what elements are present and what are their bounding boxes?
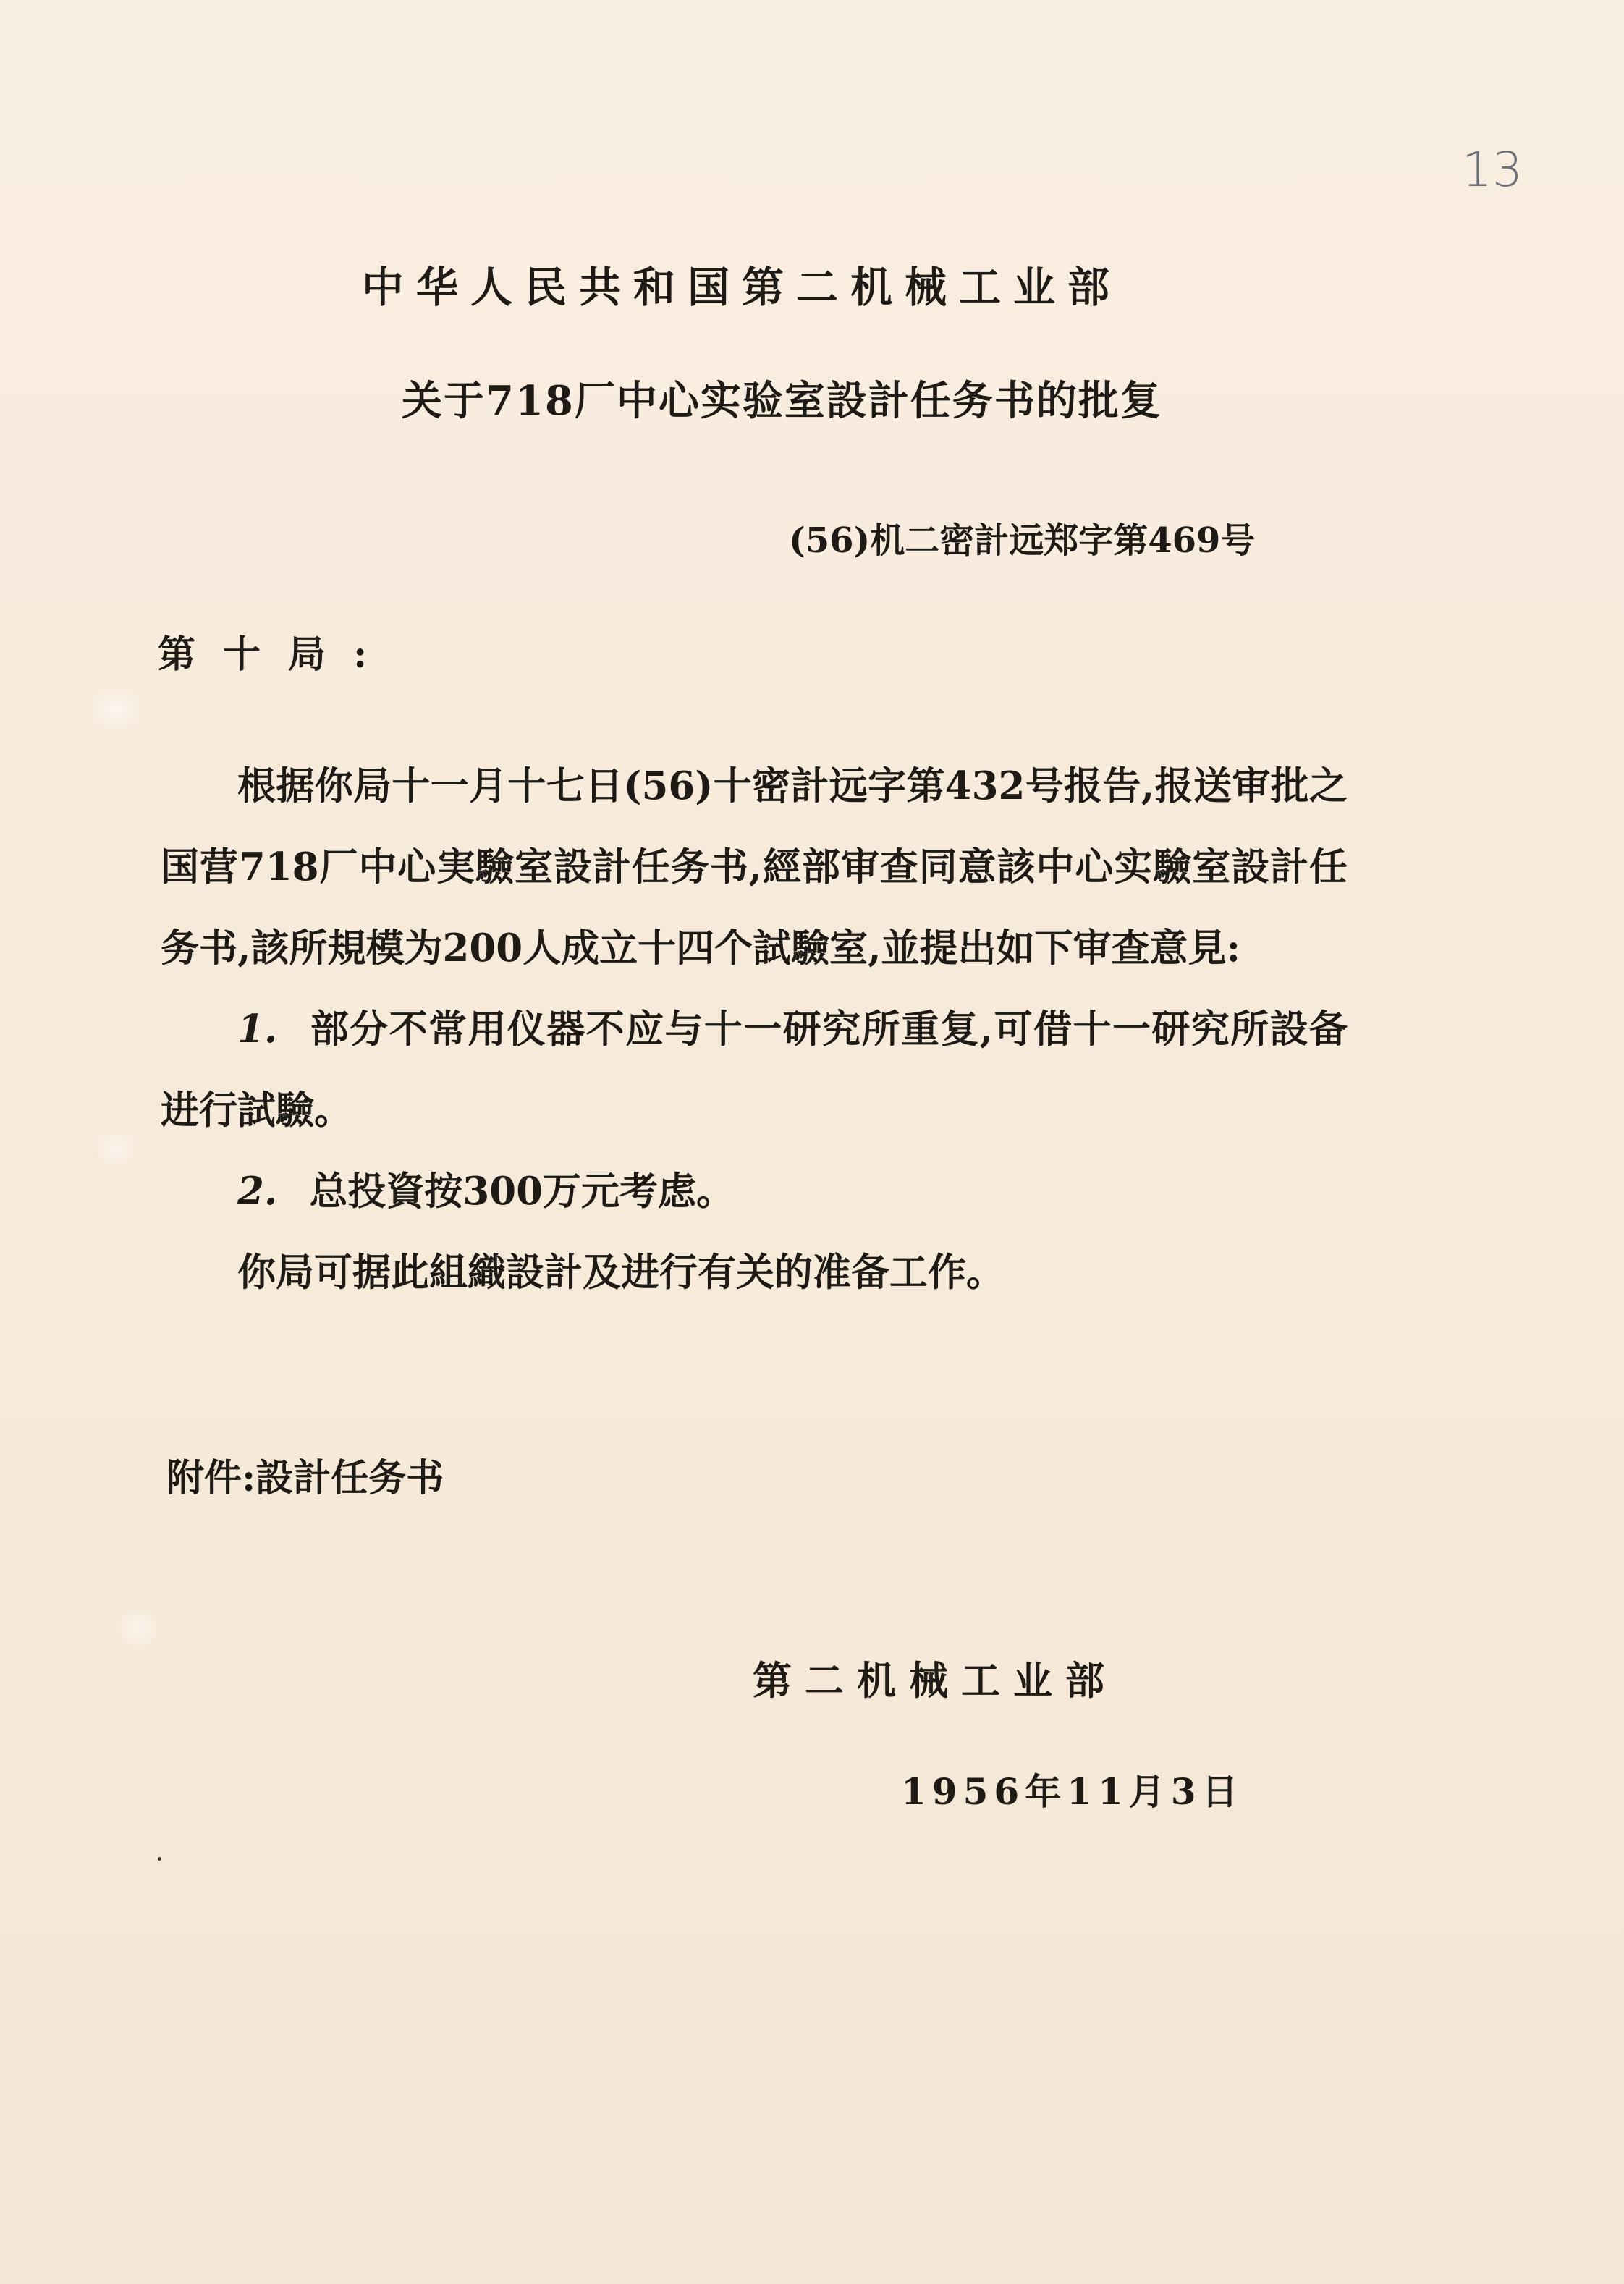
- issuer-signature: 第二机械工业部: [753, 1657, 1117, 1704]
- issue-date: 1956年11月3日: [901, 1770, 1244, 1813]
- paper-speck: [158, 1857, 161, 1861]
- list-item: [161, 989, 1348, 1151]
- paper-crease: [90, 1129, 141, 1169]
- recipient: 第十局:: [158, 633, 395, 677]
- list-item-number: 1.: [237, 1007, 278, 1052]
- body-paragraph: 你局可据此組織設計及进行有关的准备工作。: [237, 1250, 1005, 1295]
- list-item: [161, 1151, 1348, 1232]
- document-subject: 关于718厂中心实验室設計任务书的批复: [402, 377, 1162, 425]
- paper-crease: [87, 688, 145, 731]
- issuing-organization-title: 中华人民共和国第二机械工业部: [362, 263, 1122, 312]
- list-item-number: 2.: [237, 1169, 278, 1214]
- body-paragraph: 根据你局十一月十七日(56)十密計远字第432号报告,报送审批之国营718厂中心実驗室設計任务书,經部审查同意該中心实驗室設計任务书,該所規模为200人成立十四个試驗室,並提出如下审查意見:: [161, 764, 1348, 970]
- letter-body: [161, 745, 1348, 1313]
- list-item-text: 部分不常用仪器不应与十一研究所重复,可借十一研究所設备进行試驗。: [161, 1007, 1348, 1133]
- page-number: 13: [1462, 142, 1523, 198]
- document-number: (56)机二密計远郑字第469号: [789, 520, 1256, 561]
- list-item-text: 总投資按300万元考虑。: [309, 1169, 735, 1214]
- paper-crease: [109, 1607, 166, 1650]
- attachment-line: 附件:設計任务书: [166, 1456, 444, 1500]
